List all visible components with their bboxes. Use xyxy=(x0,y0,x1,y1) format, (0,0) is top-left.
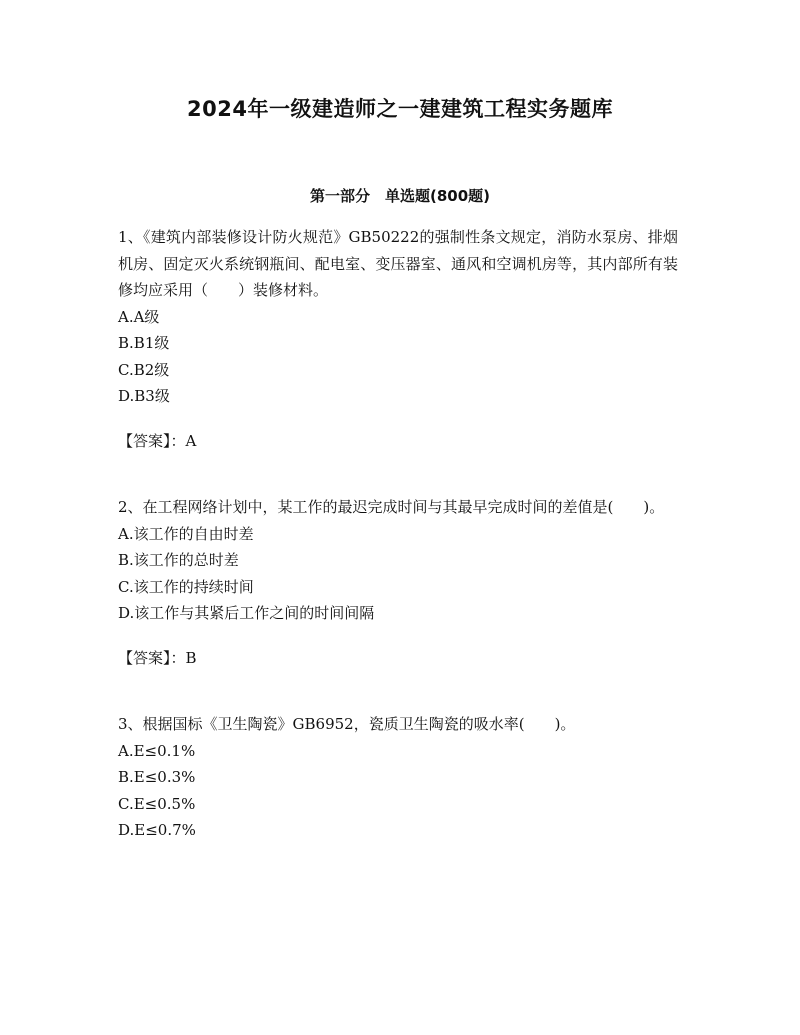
option-a: A.A级 xyxy=(118,307,160,326)
option-d: D.B3级 xyxy=(118,387,170,405)
option-c: C.该工作的持续时间 xyxy=(118,577,254,596)
option-c: C.B2级 xyxy=(118,360,170,379)
section-title: 第一部分 单选题(800题) xyxy=(309,187,491,205)
option-c: C.E≤0.5% xyxy=(118,794,196,813)
question-stem: 2、在工程网络计划中，某工作的最迟完成时间与其最早完成时间的差值是( )。 xyxy=(118,498,665,516)
option-b: B.E≤0.3% xyxy=(118,768,196,786)
option-b: B.该工作的总时差 xyxy=(118,551,239,569)
question-stem: 1、《建筑内部装修设计防火规范》GB50222的强制性条文规定，消防水泵房、排烟机房、固定灭火系统钢瓶间、配电室、变压器室、通风和空调机房等，其内部所有装修均应采用（ ）装修材料。 xyxy=(118,228,678,299)
question-1 xyxy=(118,224,678,454)
question-stem: 3、根据国标《卫生陶瓷》GB6952，瓷质卫生陶瓷的吸水率( )。 xyxy=(118,715,576,733)
answer-label: 【答案】：B xyxy=(118,648,197,667)
question-3 xyxy=(118,711,678,844)
option-d: D.该工作与其紧后工作之间的时间间隔 xyxy=(118,604,375,622)
option-b: B.B1级 xyxy=(118,334,170,352)
option-a: A.该工作的自由时差 xyxy=(118,524,254,543)
answer-label: 【答案】：A xyxy=(118,431,197,450)
option-a: A.E≤0.1% xyxy=(118,741,196,760)
question-2 xyxy=(118,494,678,671)
page-title: 2024年一级建造师之一建建筑工程实务题库 xyxy=(187,97,613,121)
option-d: D.E≤0.7% xyxy=(118,821,196,839)
question-list xyxy=(118,224,678,844)
